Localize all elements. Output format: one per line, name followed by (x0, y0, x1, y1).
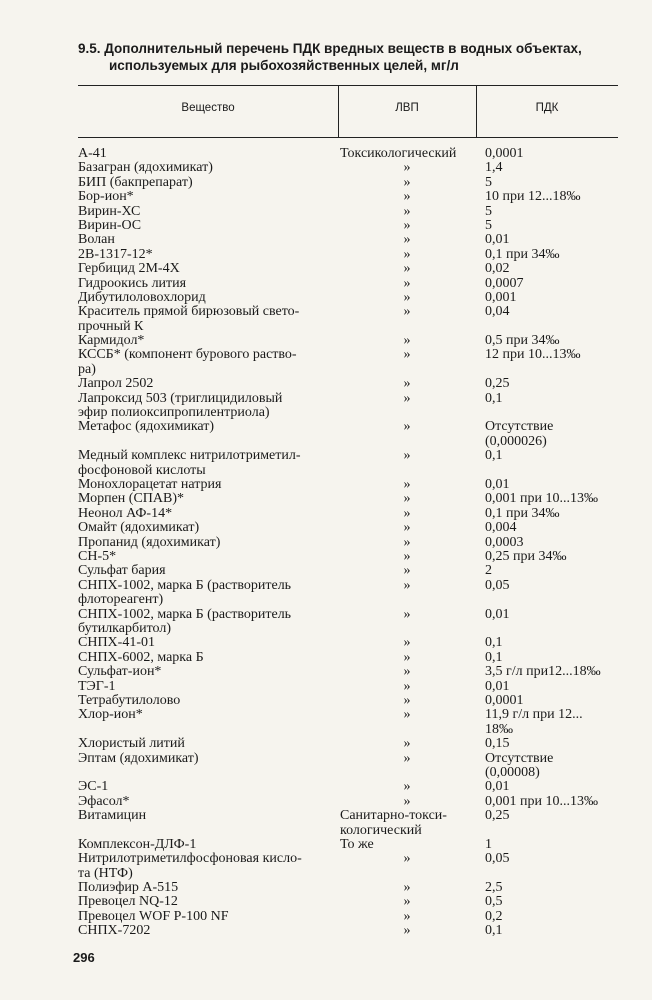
pdk-cell: 12 при 10...13‰ (485, 347, 581, 363)
table-title-line1: 9.5. Дополнительный перечень ПДК вредных веществ в водных объектах, (78, 41, 582, 56)
lvp-cell: » (403, 779, 411, 795)
table-row (0, 161, 652, 175)
table-row (0, 492, 652, 506)
table-row (0, 924, 652, 938)
lvp-cell: » (403, 217, 411, 233)
table-row (0, 852, 652, 881)
table-row (0, 838, 652, 852)
table-row (0, 147, 652, 161)
pdk-cell: Отсутствие (0,00008) (485, 750, 554, 780)
pdk-cell: 0,1 при 34‰ (485, 505, 560, 521)
substance-cell: КССБ* (компонент бурового раство- ра) (78, 347, 297, 377)
table-row (0, 536, 652, 550)
lvp-cell: Санитарно-токси- кологический (340, 808, 447, 838)
substance-cell: Нитрилотриметилфосфоновая кисло- та (НТФ) (78, 851, 302, 881)
table-row (0, 377, 652, 391)
table-row (0, 780, 652, 794)
substance-cell: Волан (78, 232, 115, 248)
lvp-cell: » (403, 289, 411, 305)
lvp-cell: » (403, 549, 411, 565)
table-row (0, 420, 652, 449)
pdk-cell: 5 (485, 217, 492, 233)
pdk-cell: 3,5 г/л при12...18‰ (485, 664, 601, 680)
pdk-cell: 11,9 г/л при 12... 18‰ (485, 707, 583, 737)
table-row (0, 190, 652, 204)
table-row (0, 737, 652, 751)
lvp-cell: » (403, 246, 411, 262)
pdk-cell: 0,001 при 10...13‰ (485, 793, 598, 809)
pdk-cell: 5 (485, 203, 492, 219)
substance-cell: Бор-ион* (78, 189, 134, 205)
pdk-cell: 1,4 (485, 160, 503, 176)
lvp-cell: » (403, 347, 411, 363)
lvp-cell: » (403, 203, 411, 219)
table-row (0, 752, 652, 781)
substance-cell: Хлор-ион* (78, 707, 143, 723)
substance-cell: Дибутилоловохлорид (78, 289, 206, 305)
table-row (0, 694, 652, 708)
lvp-cell: » (403, 577, 411, 593)
lvp-cell: » (403, 275, 411, 291)
pdk-cell: 2 (485, 563, 492, 579)
table-body (0, 147, 652, 939)
pdk-cell: 0,01 (485, 779, 510, 795)
lvp-cell: » (403, 333, 411, 349)
pdk-cell: 0,004 (485, 520, 517, 536)
pdk-cell: 0,1 (485, 448, 503, 464)
substance-cell: СНПХ-6002, марка Б (78, 649, 204, 665)
table-row (0, 478, 652, 492)
lvp-cell: » (403, 563, 411, 579)
substance-cell: Лапроксид 503 (триглицидиловый эфир полиоксипропилентриола) (78, 390, 283, 421)
substance-cell: Медный комплекс нитрилотриметил- фосфоновой кислоты (78, 448, 301, 478)
table-row (0, 291, 652, 305)
substance-cell: А-41 (78, 146, 107, 161)
lvp-cell: » (403, 923, 411, 939)
table-row (0, 550, 652, 564)
substance-cell: Эфасол* (78, 793, 130, 809)
substance-cell: СНПХ-41-01 (78, 635, 155, 651)
header-pdk: ПДК (535, 102, 559, 114)
lvp-cell: » (403, 606, 411, 622)
substance-cell: СН-5* (78, 549, 117, 565)
substance-cell: Хлористый литий (78, 736, 185, 752)
lvp-cell: » (403, 750, 411, 766)
pdk-cell: 0,15 (485, 736, 510, 752)
header-top-rule (78, 85, 618, 86)
lvp-cell: То же (340, 836, 374, 852)
table-row (0, 521, 652, 535)
table-row (0, 233, 652, 247)
table-title (78, 40, 618, 74)
pdk-cell: 0,2 (485, 908, 503, 924)
lvp-cell: » (403, 678, 411, 694)
pdk-cell: 0,5 (485, 894, 503, 910)
substance-cell: Превоцел WOF P-100 NF (78, 908, 229, 924)
table-row (0, 680, 652, 694)
pdk-cell: 0,25 (485, 808, 510, 824)
pdk-cell: 0,25 при 34‰ (485, 549, 567, 565)
table-row (0, 651, 652, 665)
pdk-cell: 0,01 (485, 678, 510, 694)
lvp-cell: » (403, 491, 411, 507)
substance-cell: ТЭГ-1 (78, 678, 116, 694)
substance-cell: СНПХ-1002, марка Б (растворитель бутилкарбитол) (78, 606, 292, 636)
pdk-cell: 0,0003 (485, 534, 524, 550)
pdk-cell: Отсутствие (0,000026) (485, 419, 554, 449)
pdk-cell: 0,0007 (485, 275, 524, 291)
lvp-cell: » (403, 664, 411, 680)
pdk-cell: 0,1 (485, 635, 503, 651)
pdk-cell: 5 (485, 174, 492, 190)
substance-cell: Вирин-ОС (78, 217, 142, 233)
table-row (0, 809, 652, 838)
substance-cell: Сульфат-ион* (78, 664, 162, 680)
pdk-cell: 0,02 (485, 261, 510, 277)
pdk-cell: 0,01 (485, 606, 510, 622)
lvp-cell: » (403, 419, 411, 435)
table-row (0, 219, 652, 233)
substance-cell: Комплексон-ДЛФ-1 (78, 836, 197, 852)
substance-cell: Лапрол 2502 (78, 376, 154, 392)
table-row (0, 608, 652, 637)
lvp-cell: » (403, 534, 411, 550)
lvp-cell: » (403, 851, 411, 867)
lvp-cell: » (403, 477, 411, 493)
table-row (0, 579, 652, 608)
lvp-cell: » (403, 390, 411, 406)
table-row (0, 205, 652, 219)
substance-cell: Витамицин (78, 808, 147, 824)
table-row (0, 348, 652, 377)
table-row (0, 665, 652, 679)
header-bottom-rule (78, 137, 618, 138)
substance-cell: Полиэфир А-515 (78, 880, 179, 896)
substance-cell: Краситель прямой бирюзовый свето- прочный К (78, 304, 300, 334)
substance-cell: Гербицид 2М-4Х (78, 261, 180, 277)
table-row (0, 564, 652, 578)
table-row (0, 449, 652, 478)
pdk-cell: 0,1 при 34‰ (485, 246, 560, 262)
substance-cell: Вирин-ХС (78, 203, 141, 219)
substance-cell: Эптам (ядохимикат) (78, 750, 199, 766)
lvp-cell: » (403, 232, 411, 248)
table-row (0, 305, 652, 334)
substance-cell: Морпен (СПАВ)* (78, 491, 185, 507)
pdk-cell: 0,0001 (485, 146, 524, 161)
table-row (0, 176, 652, 190)
substance-cell: БИП (бакпрепарат) (78, 174, 193, 190)
table-row (0, 262, 652, 276)
lvp-cell: » (403, 692, 411, 708)
table-row (0, 277, 652, 291)
substance-cell: Тетрабутилолово (78, 692, 181, 708)
pdk-cell: 0,05 (485, 577, 510, 593)
substance-cell: Базагран (ядохимикат) (78, 160, 213, 176)
pdk-cell: 0,1 (485, 649, 503, 665)
lvp-cell: » (403, 174, 411, 190)
lvp-cell: » (403, 649, 411, 665)
pdk-cell: 0,04 (485, 304, 510, 320)
lvp-cell: » (403, 908, 411, 924)
substance-cell: СНПХ-1002, марка Б (растворитель флотореагент) (78, 577, 292, 608)
pdk-cell: 0,0001 (485, 692, 524, 708)
substance-cell: Кармидол* (78, 333, 145, 349)
lvp-cell: » (403, 736, 411, 752)
pdk-cell: 2,5 (485, 880, 503, 896)
table-title-line2: используемых для рыбохозяйственных целей, мг/л (109, 58, 459, 73)
pdk-cell: 0,001 (485, 289, 517, 305)
substance-cell: СНПХ-7202 (78, 923, 151, 939)
substance-cell: Пропанид (ядохимикат) (78, 534, 221, 550)
table-row (0, 636, 652, 650)
header-lvp: ЛВП (395, 102, 419, 114)
table-row (0, 334, 652, 348)
substance-cell: ЭС-1 (78, 779, 109, 795)
table-row (0, 910, 652, 924)
pdk-cell: 0,5 при 34‰ (485, 333, 560, 349)
substance-cell: Превоцел NQ-12 (78, 894, 178, 910)
lvp-cell: » (403, 880, 411, 896)
substance-cell: Неонол АФ-14* (78, 505, 173, 521)
table-row (0, 795, 652, 809)
pdk-cell: 1 (485, 836, 492, 852)
pdk-cell: 10 при 12...18‰ (485, 189, 581, 205)
substance-cell: Сульфат бария (78, 563, 166, 579)
lvp-cell: » (403, 707, 411, 723)
pdk-cell: 0,01 (485, 232, 510, 248)
table-row (0, 507, 652, 521)
table-row (0, 708, 652, 737)
substance-cell: Монохлорацетат натрия (78, 477, 222, 493)
lvp-cell: Токсикологический (340, 146, 457, 161)
lvp-cell: » (403, 520, 411, 536)
lvp-cell: » (403, 304, 411, 320)
page-number: 296 (73, 950, 95, 965)
pdk-cell: 0,1 (485, 923, 503, 939)
pdk-cell: 0,001 при 10...13‰ (485, 491, 598, 507)
lvp-cell: » (403, 376, 411, 392)
lvp-cell: » (403, 448, 411, 464)
substance-cell: Метафос (ядохимикат) (78, 419, 215, 435)
lvp-cell: » (403, 160, 411, 176)
lvp-cell: » (403, 189, 411, 205)
lvp-cell: » (403, 635, 411, 651)
substance-cell: Гидроокись лития (78, 275, 187, 291)
table-row (0, 895, 652, 909)
pdk-cell: 0,1 (485, 390, 503, 406)
pdk-cell: 0,05 (485, 851, 510, 867)
pdk-cell: 0,25 (485, 376, 510, 392)
substance-cell: Омайт (ядохимикат) (78, 520, 200, 536)
lvp-cell: » (403, 793, 411, 809)
lvp-cell: » (403, 894, 411, 910)
table-row (0, 392, 652, 421)
table-row (0, 881, 652, 895)
substance-cell: 2В-1317-12* (78, 246, 153, 262)
lvp-cell: » (403, 505, 411, 521)
header-substance: Вещество (181, 102, 235, 114)
lvp-cell: » (403, 261, 411, 277)
table-row (0, 248, 652, 262)
pdk-cell: 0,01 (485, 477, 510, 493)
